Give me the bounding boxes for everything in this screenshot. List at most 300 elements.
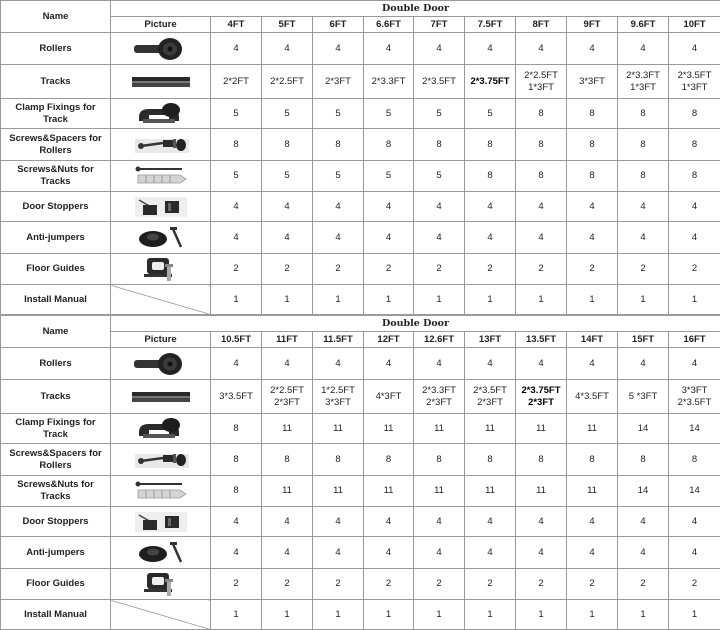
value-cell: [364, 414, 414, 444]
value-cell: [262, 380, 313, 414]
header-row: [1, 1, 720, 17]
picture-cell: [111, 254, 211, 285]
value-cell: [465, 285, 516, 315]
cell-value: 2: [314, 578, 362, 590]
row-name: Anti-jumpers: [1, 222, 111, 254]
cell-value: 11: [263, 485, 311, 497]
cell-value: 8: [568, 454, 616, 466]
cell-value: 4: [466, 516, 514, 528]
value-cell: [618, 414, 669, 444]
value-cell: [465, 254, 516, 285]
value-cell: [669, 65, 720, 99]
cell-value: 2: [415, 578, 463, 590]
cell-value: 1: [365, 294, 412, 306]
value-cell: [364, 600, 414, 630]
table-row: [1, 444, 720, 476]
cell-value: 2*3FT: [314, 76, 362, 88]
value-cell: [313, 99, 364, 129]
value-cell: [211, 380, 262, 414]
track-icon: [112, 389, 209, 405]
value-cell: [618, 569, 669, 600]
cell-value: 4: [314, 547, 362, 559]
cell-value: 1: [415, 294, 463, 306]
roller-icon: [112, 352, 209, 376]
cell-value: 8: [517, 454, 565, 466]
size-header: 11FT: [262, 332, 313, 348]
value-cell: [211, 65, 262, 99]
cell-value: 1: [466, 609, 514, 621]
name-header: Name: [1, 316, 111, 348]
cell-value: 2: [263, 263, 311, 275]
cell-value: 11: [466, 423, 514, 435]
cell-value: 4*3FT: [365, 391, 412, 403]
picture-cell: [111, 348, 211, 380]
value-cell: [465, 65, 516, 99]
cell-value: 4: [212, 232, 260, 244]
cell-value: 4: [314, 358, 362, 370]
door-stopper-icon: [112, 195, 209, 219]
value-cell: [364, 348, 414, 380]
cell-value: 8: [619, 170, 667, 182]
picture-header: Picture: [111, 17, 211, 33]
table-row: [1, 569, 720, 600]
size-header: 9FT: [567, 17, 618, 33]
cell-value: 1: [365, 609, 412, 621]
cell-value: 4: [466, 358, 514, 370]
value-cell: [516, 192, 567, 222]
group-title: Double Door: [111, 316, 720, 332]
row-name: Tracks: [1, 65, 111, 99]
value-cell: [669, 222, 720, 254]
table-row: [1, 33, 720, 65]
cell-value: 4: [365, 201, 412, 213]
spec-table: [0, 315, 720, 630]
cell-value: 1: [263, 294, 311, 306]
value-cell: [364, 476, 414, 507]
cell-value: 2: [619, 263, 667, 275]
cell-value: 2*3FT: [415, 397, 463, 409]
table-row: [1, 476, 720, 507]
cell-value: 1: [263, 609, 311, 621]
size-header: 8FT: [516, 17, 567, 33]
value-cell: [414, 507, 465, 537]
cell-value: 1: [568, 294, 616, 306]
cell-value: 4: [619, 43, 667, 55]
value-cell: [567, 65, 618, 99]
empty-picture-cell: [111, 600, 211, 630]
value-cell: [211, 285, 262, 315]
value-cell: [465, 414, 516, 444]
cell-value: 8: [517, 170, 565, 182]
value-cell: [567, 99, 618, 129]
value-cell: [313, 129, 364, 161]
value-cell: [211, 507, 262, 537]
value-cell: [262, 507, 313, 537]
value-cell: [414, 129, 465, 161]
value-cell: [516, 33, 567, 65]
value-cell: [414, 569, 465, 600]
value-cell: [567, 380, 618, 414]
value-cell: [567, 254, 618, 285]
cell-value: 3*3FT: [670, 385, 719, 397]
cell-value: 4: [568, 232, 616, 244]
value-cell: [262, 192, 313, 222]
value-cell: [211, 192, 262, 222]
value-cell: [313, 444, 364, 476]
size-header: 10FT: [669, 17, 720, 33]
cell-value: 5: [415, 170, 463, 182]
value-cell: [618, 99, 669, 129]
value-cell: [516, 380, 567, 414]
value-cell: [516, 507, 567, 537]
floor-guide-icon: [112, 255, 209, 283]
value-cell: [465, 161, 516, 192]
picture-header: Picture: [111, 332, 211, 348]
value-cell: [414, 65, 465, 99]
cell-value: 2*2.5FT: [517, 70, 565, 82]
value-cell: [465, 537, 516, 569]
value-cell: [618, 537, 669, 569]
size-header: 6.6FT: [364, 17, 414, 33]
value-cell: [516, 222, 567, 254]
cell-value: 2: [517, 578, 565, 590]
value-cell: [669, 537, 720, 569]
row-name: Anti-jumpers: [1, 537, 111, 569]
value-cell: [516, 569, 567, 600]
cell-value: 11: [415, 423, 463, 435]
size-header: 13FT: [465, 332, 516, 348]
cell-value: 4: [314, 201, 362, 213]
value-cell: [211, 33, 262, 65]
cell-value: 4: [314, 516, 362, 528]
row-name: Door Stoppers: [1, 192, 111, 222]
cell-value: 8: [619, 108, 667, 120]
table-row: [1, 254, 720, 285]
value-cell: [364, 99, 414, 129]
value-cell: [414, 33, 465, 65]
picture-cell: [111, 380, 211, 414]
value-cell: [516, 476, 567, 507]
cell-value: 4: [517, 358, 565, 370]
value-cell: [364, 537, 414, 569]
value-cell: [465, 33, 516, 65]
table-row: [1, 65, 720, 99]
cell-value: 4: [415, 516, 463, 528]
picture-cell: [111, 444, 211, 476]
value-cell: [262, 285, 313, 315]
value-cell: [516, 254, 567, 285]
value-cell: [211, 99, 262, 129]
cell-value: 1: [568, 609, 616, 621]
value-cell: [414, 99, 465, 129]
size-header: 10.5FT: [211, 332, 262, 348]
cell-value: 2*3.5FT: [466, 385, 514, 397]
cell-value: 8: [517, 108, 565, 120]
value-cell: [364, 254, 414, 285]
value-cell: [669, 254, 720, 285]
value-cell: [618, 348, 669, 380]
cell-value: 2*2FT: [212, 76, 260, 88]
cell-value: 4: [619, 358, 667, 370]
cell-value: 4: [415, 547, 463, 559]
picture-cell: [111, 476, 211, 507]
cell-value: 4: [263, 516, 311, 528]
cell-value: 2*3.75FT: [466, 76, 514, 88]
table-row: [1, 600, 720, 630]
cell-value: 5: [466, 108, 514, 120]
table-row: [1, 537, 720, 569]
value-cell: [313, 222, 364, 254]
cell-value: 8: [314, 454, 362, 466]
value-cell: [465, 444, 516, 476]
cell-value: 2: [568, 578, 616, 590]
value-cell: [313, 380, 364, 414]
size-header: 12FT: [364, 332, 414, 348]
screw-spacer-icon: [112, 448, 209, 472]
value-cell: [262, 65, 313, 99]
value-cell: [262, 476, 313, 507]
cell-value: 11: [415, 485, 463, 497]
cell-value: 8: [568, 170, 616, 182]
value-cell: [313, 507, 364, 537]
value-cell: [262, 414, 313, 444]
cell-value: 4: [517, 201, 565, 213]
value-cell: [669, 507, 720, 537]
value-cell: [669, 414, 720, 444]
value-cell: [465, 348, 516, 380]
cell-value: 5: [365, 170, 412, 182]
value-cell: [364, 192, 414, 222]
value-cell: [618, 33, 669, 65]
value-cell: [364, 222, 414, 254]
cell-value: 5: [365, 108, 412, 120]
cell-value: 4: [365, 547, 412, 559]
value-cell: [211, 444, 262, 476]
cell-value: 1: [517, 609, 565, 621]
group-title: Double Door: [111, 1, 720, 17]
size-header: 7FT: [414, 17, 465, 33]
cell-value: 4: [517, 43, 565, 55]
cell-value: 4: [619, 516, 667, 528]
value-cell: [211, 129, 262, 161]
value-cell: [465, 129, 516, 161]
cell-value: 8: [670, 170, 719, 182]
cell-value: 4: [263, 232, 311, 244]
door-stopper-icon: [112, 510, 209, 534]
cell-value: 4: [263, 358, 311, 370]
size-header: 6FT: [313, 17, 364, 33]
cell-value: 2: [517, 263, 565, 275]
cell-value: 1: [670, 609, 719, 621]
value-cell: [414, 537, 465, 569]
cell-value: 14: [670, 485, 719, 497]
value-cell: [211, 348, 262, 380]
cell-value: 1*3FT: [619, 82, 667, 94]
cell-value: 4: [314, 43, 362, 55]
size-header: 15FT: [618, 332, 669, 348]
cell-value: 1*2.5FT: [314, 385, 362, 397]
value-cell: [516, 285, 567, 315]
cell-value: 8: [670, 108, 719, 120]
clamp-icon: [112, 101, 209, 127]
cell-value: 2*3.5FT: [670, 70, 719, 82]
cell-value: 4: [670, 232, 719, 244]
table-row: [1, 192, 720, 222]
cell-value: 11: [314, 485, 362, 497]
cell-value: 2: [466, 263, 514, 275]
value-cell: [618, 380, 669, 414]
value-cell: [567, 600, 618, 630]
row-name: Screws&Nuts for Tracks: [1, 161, 111, 192]
table-row: [1, 380, 720, 414]
value-cell: [618, 222, 669, 254]
cell-value: 2: [670, 578, 719, 590]
size-header: 16FT: [669, 332, 720, 348]
cell-value: 1: [670, 294, 719, 306]
value-cell: [669, 192, 720, 222]
cell-value: 2: [365, 578, 412, 590]
cell-value: 4: [212, 516, 260, 528]
value-cell: [567, 507, 618, 537]
size-header: 12.6FT: [414, 332, 465, 348]
roller-icon: [112, 37, 209, 61]
picture-cell: [111, 99, 211, 129]
cell-value: 2*3.75FT: [517, 385, 565, 397]
value-cell: [567, 161, 618, 192]
size-header: 4FT: [211, 17, 262, 33]
cell-value: 11: [314, 423, 362, 435]
value-cell: [364, 65, 414, 99]
value-cell: [262, 254, 313, 285]
value-cell: [618, 192, 669, 222]
cell-value: 14: [619, 485, 667, 497]
value-cell: [364, 569, 414, 600]
cell-value: 4: [415, 201, 463, 213]
clamp-icon: [112, 416, 209, 442]
screw-spacer-icon: [112, 133, 209, 157]
value-cell: [669, 444, 720, 476]
cell-value: 4: [212, 43, 260, 55]
cell-value: 2: [568, 263, 616, 275]
cell-value: 8: [466, 170, 514, 182]
value-cell: [516, 537, 567, 569]
cell-value: 2: [415, 263, 463, 275]
value-cell: [516, 161, 567, 192]
cell-value: 2: [212, 263, 260, 275]
value-cell: [465, 99, 516, 129]
cell-value: 4: [415, 232, 463, 244]
value-cell: [465, 507, 516, 537]
value-cell: [262, 537, 313, 569]
picture-cell: [111, 414, 211, 444]
cell-value: 2*3.3FT: [619, 70, 667, 82]
value-cell: [618, 129, 669, 161]
row-name: Clamp Fixings for Track: [1, 99, 111, 129]
cell-value: 2: [466, 578, 514, 590]
cell-value: 8: [517, 139, 565, 151]
value-cell: [414, 192, 465, 222]
size-header: 9.6FT: [618, 17, 669, 33]
cell-value: 1*3FT: [517, 82, 565, 94]
anti-jumper-icon: [112, 225, 209, 251]
cell-value: 4*3.5FT: [568, 391, 616, 403]
cell-value: 4: [415, 358, 463, 370]
value-cell: [364, 129, 414, 161]
screw-anchor-icon: [112, 478, 209, 504]
value-cell: [211, 600, 262, 630]
value-cell: [262, 348, 313, 380]
cell-value: 5: [314, 170, 362, 182]
value-cell: [313, 65, 364, 99]
cell-value: 4: [466, 232, 514, 244]
screw-anchor-icon: [112, 163, 209, 189]
value-cell: [313, 414, 364, 444]
table-row: [1, 161, 720, 192]
value-cell: [567, 444, 618, 476]
table-row: [1, 348, 720, 380]
floor-guide-icon: [112, 570, 209, 598]
cell-value: 4: [466, 201, 514, 213]
cell-value: 2*3.3FT: [415, 385, 463, 397]
cell-value: 5: [212, 108, 260, 120]
cell-value: 5: [263, 170, 311, 182]
cell-value: 5: [415, 108, 463, 120]
cell-value: 4: [568, 358, 616, 370]
value-cell: [465, 569, 516, 600]
cell-value: 4: [670, 516, 719, 528]
value-cell: [618, 285, 669, 315]
value-cell: [567, 348, 618, 380]
value-cell: [465, 222, 516, 254]
cell-value: 2: [619, 578, 667, 590]
value-cell: [414, 161, 465, 192]
cell-value: 8: [263, 139, 311, 151]
value-cell: [262, 99, 313, 129]
cell-value: 1: [415, 609, 463, 621]
value-cell: [618, 476, 669, 507]
cell-value: 8: [212, 423, 260, 435]
picture-cell: [111, 192, 211, 222]
cell-value: 4: [670, 201, 719, 213]
value-cell: [211, 222, 262, 254]
cell-value: 8: [415, 139, 463, 151]
cell-value: 2: [365, 263, 412, 275]
cell-value: 5: [263, 108, 311, 120]
picture-cell: [111, 507, 211, 537]
picture-cell: [111, 65, 211, 99]
cell-value: 2*3.5FT: [415, 76, 463, 88]
cell-value: 8: [365, 454, 412, 466]
value-cell: [669, 161, 720, 192]
cell-value: 11: [263, 423, 311, 435]
row-name: Screws&Nuts for Tracks: [1, 476, 111, 507]
value-cell: [618, 444, 669, 476]
value-cell: [414, 476, 465, 507]
cell-value: 8: [466, 139, 514, 151]
size-header: 5FT: [262, 17, 313, 33]
picture-cell: [111, 33, 211, 65]
cell-value: 11: [568, 423, 616, 435]
value-cell: [618, 507, 669, 537]
value-cell: [414, 414, 465, 444]
value-cell: [414, 254, 465, 285]
cell-value: 4: [212, 358, 260, 370]
value-cell: [567, 222, 618, 254]
cell-value: 2: [314, 263, 362, 275]
cell-value: 2*3.5FT: [670, 397, 719, 409]
value-cell: [567, 33, 618, 65]
value-cell: [364, 444, 414, 476]
